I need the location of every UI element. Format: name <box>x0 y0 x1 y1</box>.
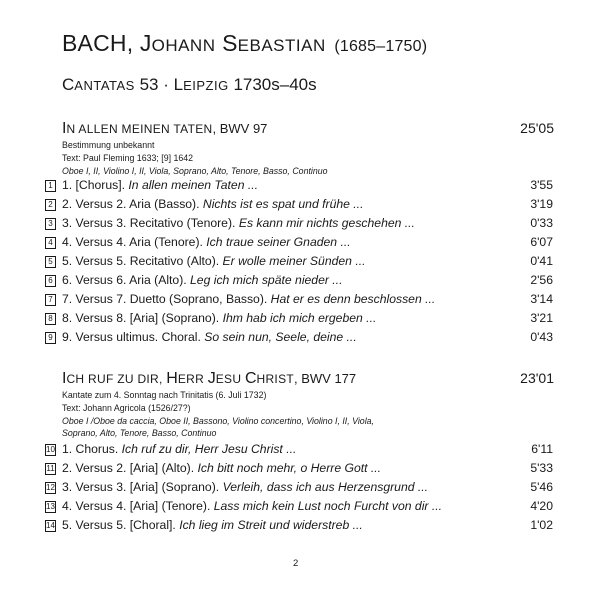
track-number: 7 <box>45 294 56 306</box>
album-subtitle: CANTATAS 53 · LEIPZIG 1730s–40s <box>62 75 317 94</box>
track-number: 1 <box>45 180 56 192</box>
track-row[interactable]: 4 4. Versus 4. Aria (Tenore). Ich traue seiner Gnaden ... 6'07 <box>45 235 553 253</box>
work-meta: Kantate zum 4. Sonntag nach Trinitatis (6. Juli 1732) Text: Johann Agricola (1526/27?) Oboe I /Oboe da caccia, Oboe II, Bassono, Violino concertino, Violino I, II, Viola, Soprano, Alto, Tenore, Basso, Continuo <box>62 390 374 439</box>
track-time: 0'43 <box>530 330 553 344</box>
track-number: 13 <box>46 502 55 511</box>
track-time: 5'33 <box>530 461 553 475</box>
track-number: 2 <box>45 199 56 211</box>
track-number: 5 <box>45 256 56 268</box>
track-time: 4'20 <box>530 499 553 513</box>
track-row[interactable]: 3 3. Versus 3. Recitativo (Tenore). Es kann mir nichts geschehen ... 0'33 <box>45 216 553 234</box>
track-number: 11 <box>46 464 55 473</box>
track-row[interactable]: 7 7. Versus 7. Duetto (Soprano, Basso). Hat er es denn beschlossen ... 3'14 <box>45 292 553 310</box>
work-title-bwv97: IN ALLEN MEINEN TATEN, BWV 97 25'05 <box>62 120 554 137</box>
track-row[interactable]: 12 3. Versus 3. [Aria] (Soprano). Verleih, dass ich aus Herzensgrund ... 5'46 <box>46 480 553 494</box>
track-row[interactable]: 2 2. Versus 2. Aria (Basso). Nichts ist es spat und frühe ... 3'19 <box>45 197 553 215</box>
composer-dates: (1685–1750) <box>334 38 428 55</box>
track-number: 8 <box>45 313 56 325</box>
track-time: 0'41 <box>530 254 553 268</box>
track-row[interactable]: 14 5. Versus 5. [Choral]. Ich lieg im Streit und widerstreb ... 1'02 <box>46 518 553 532</box>
track-number: 3 <box>45 218 56 230</box>
composer-surname: BACH, <box>62 30 134 56</box>
track-time: 2'56 <box>530 273 553 287</box>
track-time: 0'33 <box>530 216 553 230</box>
track-number: 4 <box>45 237 56 249</box>
track-time: 1'02 <box>530 518 553 532</box>
track-time: 3'21 <box>530 311 553 325</box>
track-time: 6'11 <box>531 442 553 456</box>
track-number: 10 <box>46 445 55 454</box>
track-time: 3'14 <box>530 292 553 306</box>
track-time: 5'46 <box>530 480 553 494</box>
work-duration: 25'05 <box>520 120 554 136</box>
composer-heading: BACH, JOHANN SEBASTIAN (1685–1750) <box>62 30 428 56</box>
track-row[interactable]: 5 5. Versus 5. Recitativo (Alto). Er wolle meiner Sünden ... 0'41 <box>45 254 553 272</box>
track-row[interactable]: 6 6. Versus 6. Aria (Alto). Leg ich mich späte nieder ... 2'56 <box>45 273 553 291</box>
track-row[interactable]: 13 4. Versus 4. [Aria] (Tenore). Lass mich kein Lust noch Furcht von dir ... 4'20 <box>46 499 553 513</box>
track-number: 9 <box>45 332 56 344</box>
track-row[interactable]: 10 1. Chorus. Ich ruf zu dir, Herr Jesu Christ ... 6'11 <box>46 442 553 456</box>
track-row[interactable]: 8 8. Versus 8. [Aria] (Soprano). Ihm hab ich mich ergeben ... 3'21 <box>45 311 553 329</box>
track-row[interactable]: 1 1. [Chorus]. In allen meinen Taten ... 3'55 <box>45 178 553 196</box>
track-number: 12 <box>46 483 55 492</box>
work-title-bwv177: ICH RUF ZU DIR, HERR JESU CHRIST, BWV 177 23'01 <box>62 370 554 387</box>
page-number: 2 <box>293 558 299 569</box>
track-number: 6 <box>45 275 56 287</box>
track-time: 3'55 <box>530 178 553 192</box>
track-time: 3'19 <box>530 197 553 211</box>
track-row[interactable]: 11 2. Versus 2. [Aria] (Alto). Ich bitt noch mehr, o Herre Gott ... 5'33 <box>46 461 553 475</box>
track-time: 6'07 <box>530 235 553 249</box>
track-number: 14 <box>46 521 55 530</box>
track-row[interactable]: 9 9. Versus ultimus. Choral. So sein nun, Seele, deine ... 0'43 <box>45 330 553 348</box>
work-meta: Bestimmung unbekannt Text: Paul Fleming 1633; [9] 1642 Oboe I, II, Violino I, II, Viola, Soprano, Alto, Tenore, Basso, Continuo <box>62 140 328 176</box>
work-duration: 23'01 <box>520 370 554 386</box>
